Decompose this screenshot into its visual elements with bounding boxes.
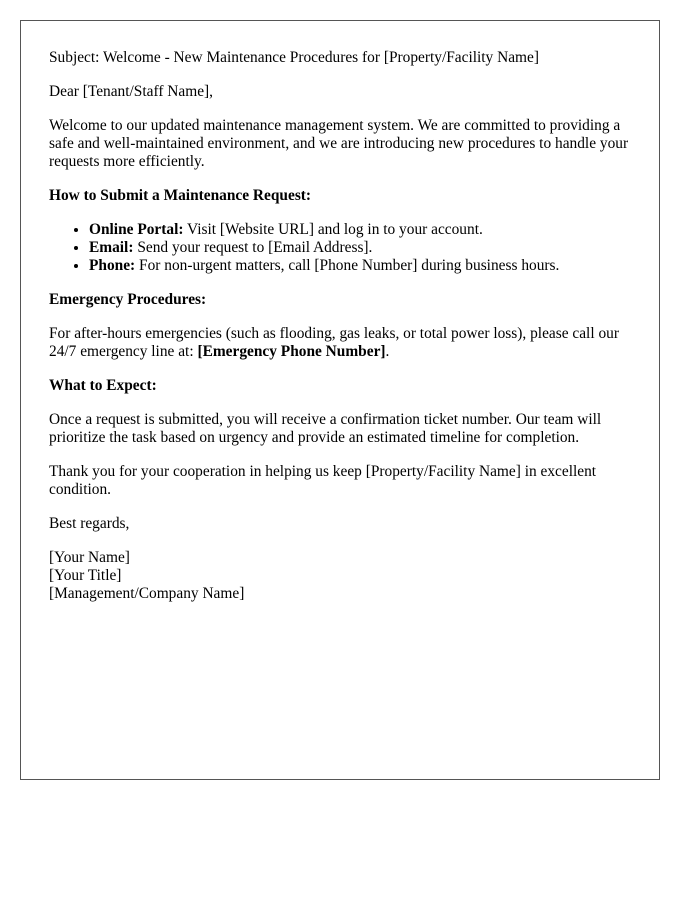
list-item-label: Phone:: [89, 257, 136, 274]
signature-name: [Your Name]: [49, 549, 130, 566]
greeting: Dear [Tenant/Staff Name],: [49, 83, 214, 100]
emergency-heading: Emergency Procedures:: [49, 291, 207, 308]
closing: Best regards,: [49, 515, 130, 532]
signature-company: [Management/Company Name]: [49, 585, 245, 602]
submit-heading: How to Submit a Maintenance Request:: [49, 187, 312, 204]
letter-document: [20, 20, 660, 780]
submit-methods-list: [49, 221, 631, 275]
emergency-text: For after-hours emergencies (such as flooding, gas leaks, or total power loss), please call our 24/7 emergency line at:: [49, 325, 619, 360]
intro-paragraph: Welcome to our updated maintenance management system. We are committed to providing a safe and well-maintained environment, and we are introducing new procedures to handle your requests more efficiently.: [49, 117, 629, 170]
list-item-email: [89, 239, 631, 257]
list-item-label: Email:: [89, 239, 134, 256]
list-item-text: Visit [Website URL] and log in to your account.: [183, 221, 483, 238]
list-item-text: Send your request to [Email Address].: [133, 239, 373, 256]
thanks-paragraph: Thank you for your cooperation in helping us keep [Property/Facility Name] in excellent condition.: [49, 463, 597, 498]
list-item-label: Online Portal:: [89, 221, 184, 238]
list-item-phone: [89, 257, 631, 275]
emergency-paragraph: [49, 325, 631, 361]
signature-block: [49, 549, 631, 603]
expect-paragraph: Once a request is submitted, you will receive a confirmation ticket number. Our team will prioritize the task based on urgency and provide an estimated timeline for completion.: [49, 411, 602, 446]
signature-title: [Your Title]: [49, 567, 122, 584]
subject-line: Subject: Welcome - New Maintenance Procedures for [Property/Facility Name]: [49, 49, 539, 66]
list-item-text: For non-urgent matters, call [Phone Number] during business hours.: [135, 257, 560, 274]
list-item-online-portal: [89, 221, 631, 239]
expect-heading: What to Expect:: [49, 377, 157, 394]
emergency-number: [Emergency Phone Number]: [197, 343, 386, 360]
emergency-end: .: [385, 343, 390, 360]
